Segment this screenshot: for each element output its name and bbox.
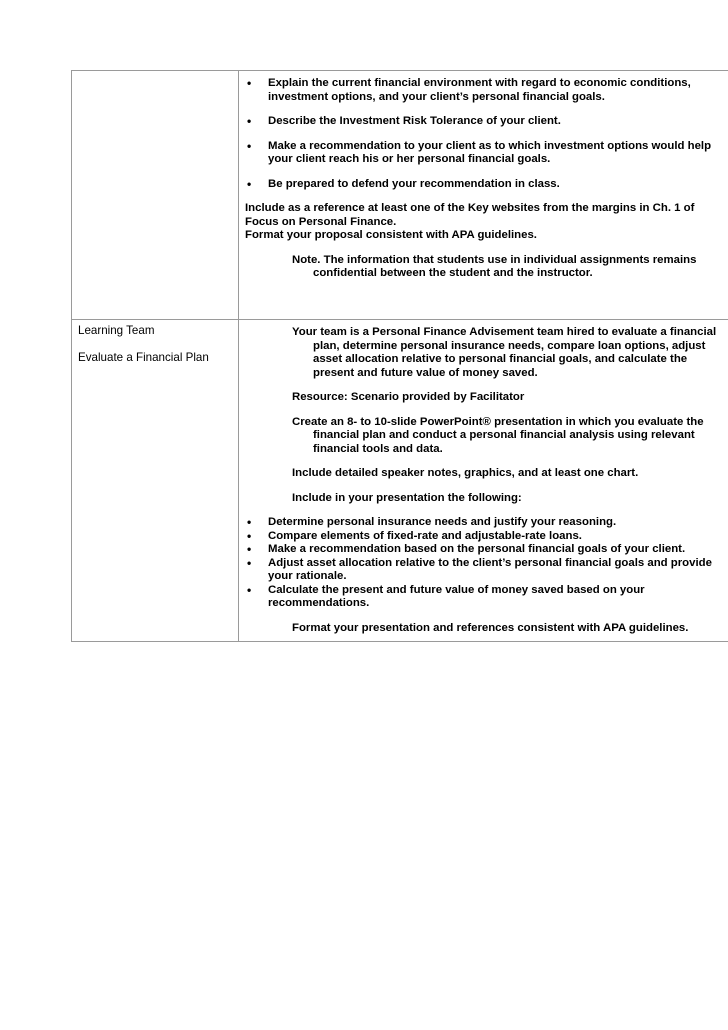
bullet-icon: • [247,528,252,543]
assignment-type-label: Learning Team [78,324,155,337]
bullet-icon: • [247,582,252,597]
team-intro: Your team is a Personal Finance Advisement team hired to evaluate a financial plan, determine personal insurance needs, compare loan options, adjust asset allocation relative to personal financial goals, and calculate the present and future value of money saved. [292,326,717,379]
create-instruction: Create an 8- to 10-slide PowerPoint® presentation in which you evaluate the financial plan and conduct a personal financial analysis using relevant financial tools and data. [292,415,704,455]
list-item: • Explain the current financial environment with regard to economic conditions, investment options, and your client’s personal financial goals. [247,76,691,103]
row1-right-cell [239,71,728,320]
row1-bullet-list [245,77,728,191]
bullet-icon: • [247,138,252,153]
include-instruction: Include detailed speaker notes, graphics, and at least one chart. [292,467,639,479]
presentation-format-instruction: Format your presentation and references consistent with APA guidelines. [292,621,689,634]
row2-bullet-list [245,516,728,611]
bullet-icon: • [247,555,252,570]
list-item: • Adjust asset allocation relative to the client’s personal financial goals and provide your rationale. [247,555,712,582]
resource-line: Resource: Scenario provided by Facilitator [292,391,525,403]
reference-instruction: Include as a reference at least one of the Key websites from the margins in Ch. 1 of Focus on Personal Finance. [245,202,695,228]
table-row [72,71,728,320]
include-following-heading: Include in your presentation the following: [292,491,522,504]
list-item: • Be prepared to defend your recommendation in class. [247,176,560,191]
table-row [72,320,728,642]
bullet-icon: • [247,515,252,529]
row2-right-cell [239,320,728,642]
list-item: • Compare elements of fixed-rate and adjustable-rate loans. [247,528,582,543]
confidentiality-note: Note. The information that students use in individual assignments remains confidential between the student and the instructor. [292,253,697,279]
row1-left-cell [72,71,239,320]
format-instruction: Format your proposal consistent with APA guidelines. [245,229,537,241]
list-item: • Make a recommendation to your client as to which investment options would help your client reach his or her personal financial goals. [247,138,712,165]
list-item: • Calculate the present and future value of money saved based on your recommendations. [247,582,645,609]
list-item: • Make a recommendation based on the personal financial goals of your client. [247,542,686,556]
assignment-table [71,70,728,642]
bullet-icon: • [247,542,252,556]
assignment-title: Evaluate a Financial Plan [78,351,209,364]
row2-left-cell [72,320,239,642]
list-item: • Determine personal insurance needs and justify your reasoning. [247,515,617,529]
bullet-icon: • [247,114,252,128]
bullet-icon: • [247,76,252,90]
list-item: • Describe the Investment Risk Tolerance of your client. [247,114,561,128]
bullet-icon: • [247,176,252,191]
